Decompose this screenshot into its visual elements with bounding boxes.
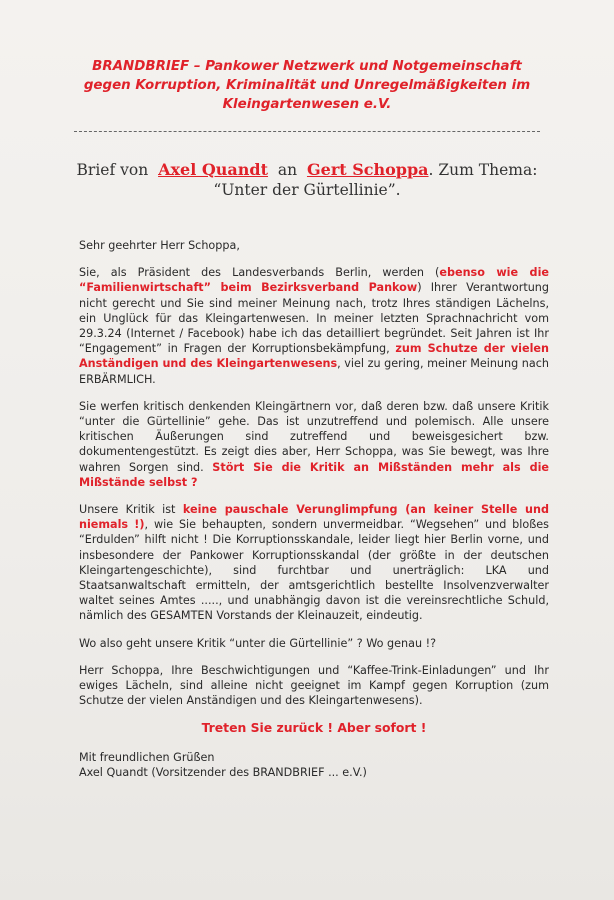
recipient-name: Gert Schoppa bbox=[306, 160, 429, 179]
p3-highlight: keine pauschale Verunglimpfung (an keiner Stelle und niemals !) bbox=[79, 503, 549, 532]
signature: Axel Quandt (Vorsitzender des BRANDBRIEF ... e.V.) bbox=[79, 765, 367, 779]
topic: “Unter der Gürtellinie”. bbox=[213, 181, 401, 199]
p3-text-c: , wie Sie behaupten, sondern unvermeidbar. “Wegsehen” und bloßes “Erdulden” hilft nicht ! Die Korruptionsskandale, leider liegt hier Berlin vorne, und insbesondere der Pankower Korruptionsskandal (der größte in der deutschen Kleingartengeschichte), sind furchtbar und unerträglich: LKA und Staatsanwaltschaft ermitteln, der amtsgerichtlich bestellte Insolvenzverwalter waltet seines Amtes ....., und unabhängig davon ist die vereinsrechtliche Schuld, nämlich des GESAMTEN Vorstands der Kleinauzeit, eindeutig. bbox=[79, 518, 549, 623]
greeting: Mit freundlichen Grüßen bbox=[79, 750, 215, 764]
p2-highlight: Stört Sie die Kritik an Mißständen mehr als die Mißstände selbst ? bbox=[79, 460, 550, 489]
p1-text-e: , viel zu gering, meiner Meinung nach ERBÄRMLICH. bbox=[79, 357, 549, 386]
p1-text-a: Sie, als Präsident des Landesverbands Berlin, werden ( bbox=[79, 266, 440, 280]
p3-text-a: Unsere Kritik ist bbox=[79, 503, 183, 517]
letter-body bbox=[79, 238, 549, 780]
paragraph-4: Wo also geht unsere Kritik “unter die Gürtellinie” ? Wo genau !? bbox=[79, 636, 437, 650]
organization-header bbox=[60, 57, 554, 114]
p2-text-a: Sie werfen kritisch denkenden Kleingärtnern vor, daß deren bzw. daß unsere Kritik “unter die Gürtellinie” gehe. Das ist unzutreffend und polemisch. Alle unsere kritischen Äußerungen sind zutreffend und beweisgesichert bzw. dokumentengestützt. Es zeigt dies aber, Herr Schoppa, was Sie bewegt, was Ihre wahren Sorgen sind. bbox=[79, 399, 549, 474]
title-connector: an bbox=[277, 161, 298, 179]
paragraph-2 bbox=[79, 399, 549, 490]
p1-highlight-2: zum Schutze der vielen Anständigen und des Kleingartenwesens bbox=[79, 342, 549, 371]
sender-name: Axel Quandt bbox=[158, 160, 269, 179]
paragraph-3 bbox=[79, 502, 549, 624]
paragraph-5: Herr Schoppa, Ihre Beschwichtigungen und “Kaffee-Trink-Einladungen” und Ihr ewiges Lächeln, sind alleine nicht geeignet im Kampf gegen Korruption (zum Schutze der vielen Anständigen und des Kleingartenwesens). bbox=[79, 663, 549, 708]
letter-title bbox=[60, 160, 554, 200]
title-prefix: Brief von bbox=[76, 161, 149, 179]
p1-text-c: ) Ihrer Verantwortung nicht gerecht und Sie sind meiner Meinung nach, trotz Ihres ständigen Lächelns, ein Unglück für das Kleingartenwesen. In meiner letzten Sprachnachricht vom 29.3.24 (Internet / Facebook) habe ich das detailliert begründet. Seit Jahren ist Ihr “Engagement” in Fragen der Korruptionsbekämpfung, bbox=[79, 281, 549, 356]
paragraph-1 bbox=[79, 265, 549, 387]
closing-demand: Treten Sie zurück ! Aber sofort ! bbox=[201, 720, 427, 736]
salutation: Sehr geehrter Herr Schoppa, bbox=[79, 239, 240, 252]
topic-label: . Zum Thema: bbox=[428, 161, 538, 179]
header-line-3: Kleingartenwesen e.V. bbox=[222, 97, 392, 112]
p1-highlight-1: ebenso wie die “Familienwirtschaft” beim Bezirksverband Pankow bbox=[79, 266, 549, 295]
header-line-2: gegen Korruption, Kriminalität und Unregelmäßigkeiten im bbox=[83, 78, 531, 93]
header-divider bbox=[74, 131, 540, 132]
header-line-1: BRANDBRIEF – Pankower Netzwerk und Notgemeinschaft bbox=[92, 59, 522, 74]
